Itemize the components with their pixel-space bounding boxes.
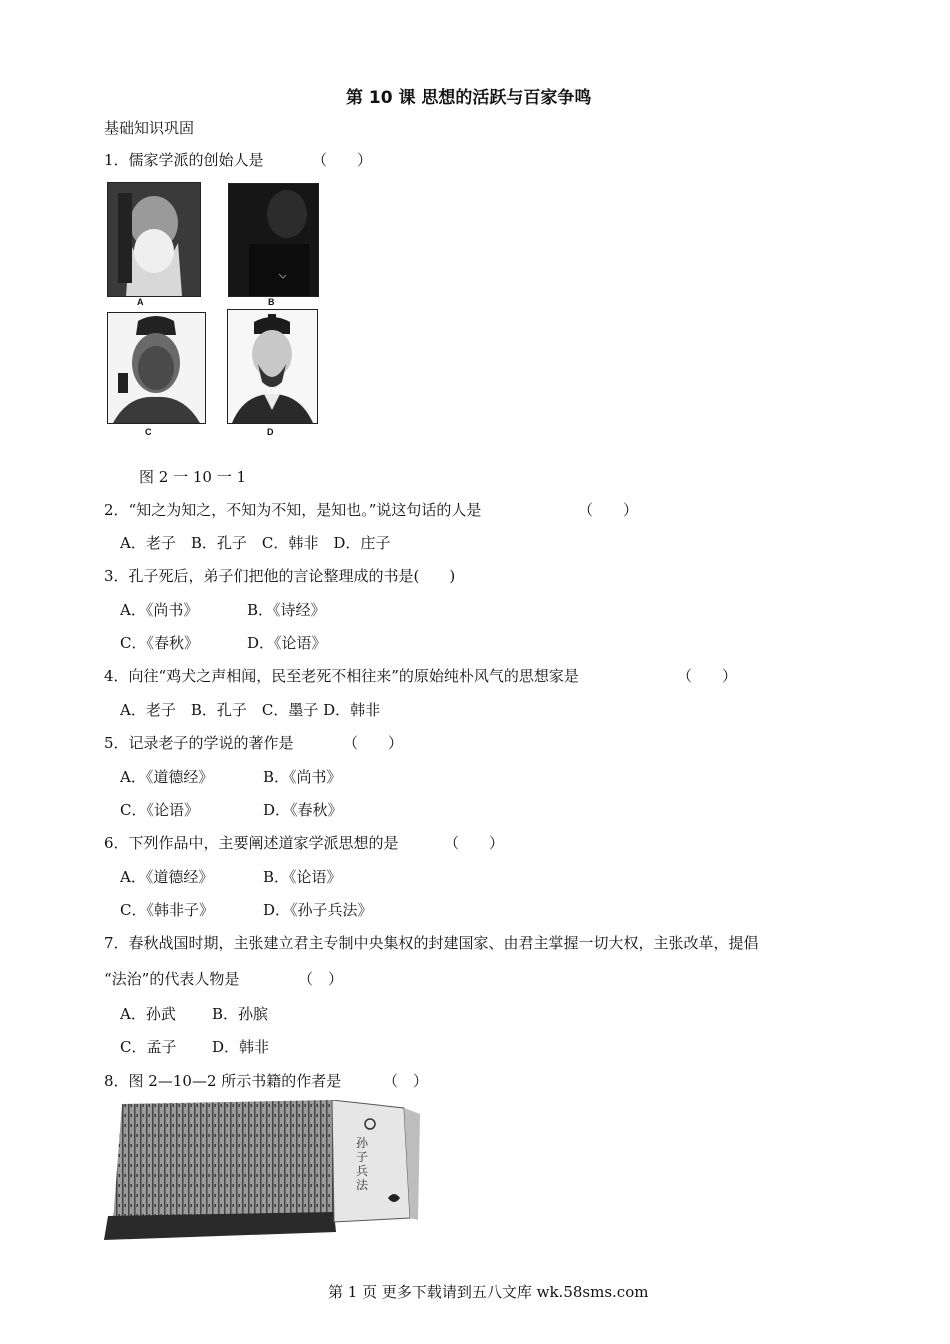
question-2-stem: 2．“知之为知之，不知为不知，是知也。”说这句话的人是: [104, 501, 482, 519]
portrait-a-image: [107, 182, 201, 297]
question-5-option-a: A．《道德经》: [120, 768, 214, 786]
question-6-answer-paren: （ ）: [444, 834, 505, 852]
page-footer: 第 1 页 更多下载请到五八文库 wk.58sms.com: [328, 1283, 649, 1301]
question-6-option-d: D．《孙子兵法》: [263, 901, 373, 919]
question-2-options: A．老子 B．孔子 C．韩非 D．庄子: [120, 534, 391, 552]
question-1-stem: 1．儒家学派的创始人是: [104, 151, 264, 169]
bamboo-book-image: [104, 1100, 420, 1240]
question-4-options: A．老子 B．孔子 C．墨子 D．韩非: [120, 701, 381, 719]
question-6-option-a: A．《道德经》: [120, 868, 214, 886]
question-5-option-d: D．《春秋》: [263, 801, 343, 819]
question-5-option-b: B．《尚书》: [263, 768, 342, 786]
question-7-option-a: A．孙武: [120, 1005, 176, 1023]
portrait-a-label: A: [137, 297, 144, 307]
section-heading: 基础知识巩固: [104, 119, 195, 137]
figure-1-caption: 图 2 一 10 一 1: [139, 468, 247, 486]
portrait-c-image: [107, 312, 206, 424]
question-6-stem: 6．下列作品中，主要阐述道家学派思想的是: [104, 834, 399, 852]
portrait-b-label: B: [268, 297, 275, 307]
question-8-stem: 8．图 2—10—2 所示书籍的作者是: [104, 1072, 342, 1090]
question-7-stem-line-2: “法治”的代表人物是: [104, 970, 240, 988]
question-2-answer-paren: （ ）: [578, 501, 639, 519]
portrait-d-label: D: [267, 427, 274, 437]
question-7-answer-paren: （ ）: [298, 970, 344, 988]
question-3-option-c: C．《春秋》: [120, 634, 199, 652]
question-5-answer-paren: （ ）: [343, 734, 404, 752]
question-3-option-d: D．《论语》: [247, 634, 327, 652]
question-6-option-b: B．《论语》: [263, 868, 342, 886]
question-1-answer-paren: （ ）: [312, 151, 373, 169]
question-3-option-b: B．《诗经》: [247, 601, 326, 619]
question-7-stem-line-1: 7．春秋战国时期，主张建立君主专制中央集权的封建国家、由君主掌握一切大权，主张改革，提倡: [104, 934, 759, 952]
question-4-stem: 4．向往“鸡犬之声相闻，民至老死不相往来”的原始纯朴风气的思想家是: [104, 667, 579, 685]
question-3-option-a: A．《尚书》: [120, 601, 199, 619]
question-7-option-c: C．孟子: [120, 1038, 177, 1056]
question-8-answer-paren: （ ）: [383, 1072, 429, 1090]
question-4-answer-paren: （ ）: [677, 667, 738, 685]
portrait-d-image: [227, 309, 318, 424]
portrait-b-image: [228, 183, 319, 297]
question-5-stem: 5．记录老子的学说的著作是: [104, 734, 294, 752]
bamboo-book-cover-text: 孙子兵法: [356, 1136, 369, 1192]
question-7-option-b: B．孙膑: [212, 1005, 269, 1023]
question-3-stem: 3．孔子死后，弟子们把他的言论整理成的书是( ): [104, 567, 456, 585]
question-5-option-c: C．《论语》: [120, 801, 199, 819]
question-7-option-d: D．韩非: [212, 1038, 270, 1056]
portrait-c-label: C: [145, 427, 152, 437]
question-6-option-c: C．《韩非子》: [120, 901, 214, 919]
page-title: 第 10 课 思想的活跃与百家争鸣: [346, 88, 592, 108]
